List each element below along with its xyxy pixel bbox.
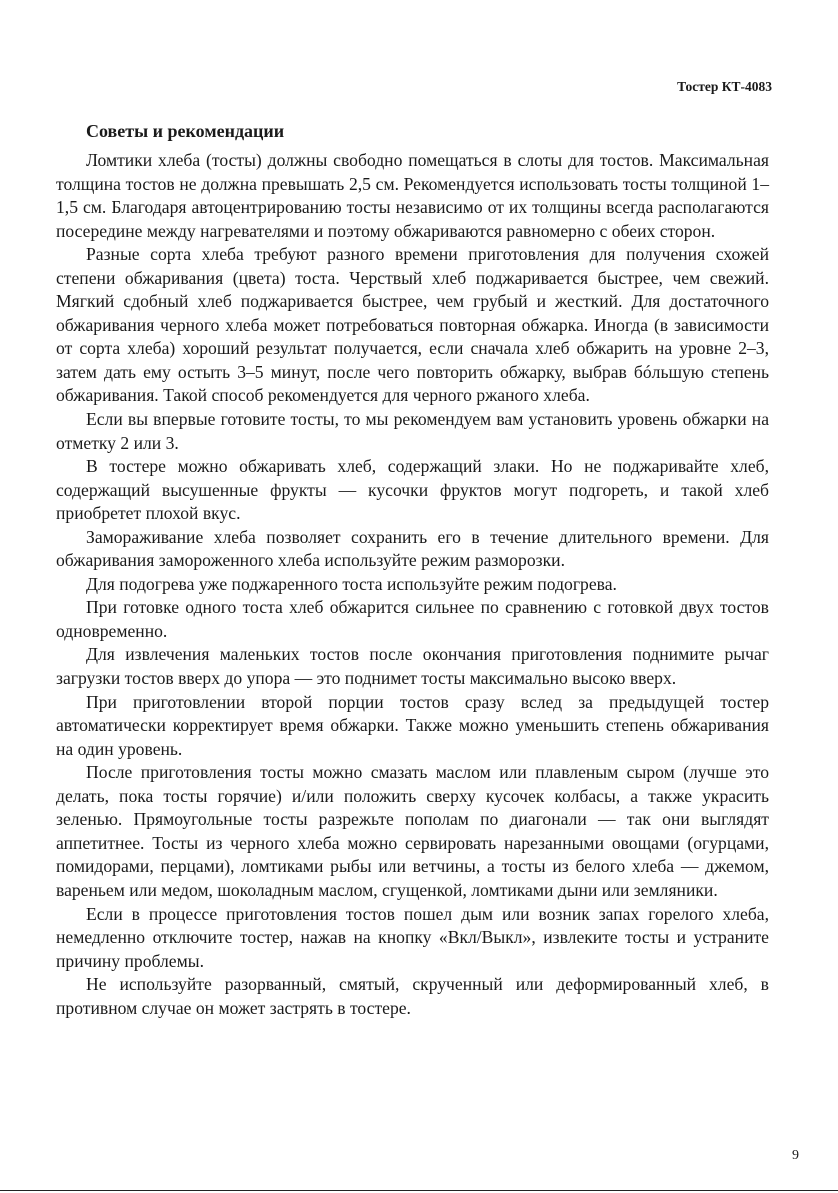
paragraph: Разные сорта хлеба требуют разного времени приготовления для получения схожей степени обжаривания (цвета) тоста. Черствый хлеб поджаривается быстрее, чем свежий. Мягкий сдобный хлеб поджаривается быстрее, чем грубый и жесткий. Для достаточного обжаривания черного хлеба может потребоваться повторная обжарка. Иногда (в зависимости от сорта хлеба) хороший результат получается, если сначала хлеб обжарить на уровне 2–3, затем дать ему остыть 3–5 минут, после чего повторить обжарку, выбрав бóльшую степень обжаривания. Такой способ рекомендуется для черного ржаного хлеба. [56,244,769,406]
page-number: 9 [792,1148,799,1163]
paragraph: Если в процессе приготовления тостов пошел дым или возник запах горелого хлеба, немедленно отключите тостер, нажав на кнопку «Вкл/Выкл», извлеките тосты и устраните причину проблемы. [56,903,769,971]
paragraph: После приготовления тосты можно смазать маслом или плавленым сыром (лучше это делать, пока тосты горячие) и/или положить сверху кусочек колбасы, а также украсить зеленью. Прямоугольные тосты разрежьте пополам по диагонали — так они выглядят аппетитнее. Тосты из черного хлеба можно сервировать нарезанными овощами (огурцами, помидорами, перцами), ломтиками рыбы или ветчины, а тосты из белого хлеба — джемом, вареньем или медом, шоколадным маслом, сгущенкой, ломтиками дыни или земляники. [56,762,769,900]
paragraph: При приготовлении второй порции тостов сразу вслед за предыдущей тостер автоматически корректирует время обжарки. Также можно уменьшить степень обжаривания на один уровень. [56,691,769,759]
section-content [56,119,769,1020]
paragraph: Не используйте разорванный, смятый, скрученный или деформированный хлеб, в противном случае он может застрять в тостере. [56,974,769,1018]
paragraph: Замораживание хлеба позволяет сохранить его в течение длительного времени. Для обжаривания замороженного хлеба используйте режим разморозки. [56,526,769,571]
paragraph: Для подогрева уже поджаренного тоста используйте режим подогрева. [86,573,617,594]
section-title: Советы и рекомендации [86,121,285,141]
bottom-rule [0,1190,838,1191]
paragraph: Если вы впервые готовите тосты, то мы рекомендуем вам установить уровень обжарки на отметку 2 или 3. [56,409,769,453]
paragraph: При готовке одного тоста хлеб обжарится сильнее по сравнению с готовкой двух тостов одновременно. [56,597,769,641]
paragraph: Для извлечения маленьких тостов после окончания приготовления поднимите рычаг загрузки тостов вверх до упора — это поднимет тосты максимально высоко вверх. [56,644,769,689]
running-header: Тостер КТ-4083 [677,79,772,94]
paragraph: Ломтики хлеба (тосты) должны свободно помещаться в слоты для тостов. Максимальная толщина тостов не должна превышать 2,5 см. Рекомендуется использовать тосты толщиной 1–1,5 см. Благодаря автоцентрированию тосты независимо от их толщины всегда располагаются посередине между нагревателями и поэтому обжариваются равномерно с обеих сторон. [56,150,769,241]
paragraph: В тостере можно обжаривать хлеб, содержащий злаки. Но не поджаривайте хлеб, содержащий высушенные фрукты — кусочки фруктов могут подгореть, и такой хлеб приобретет плохой вкус. [56,456,769,524]
